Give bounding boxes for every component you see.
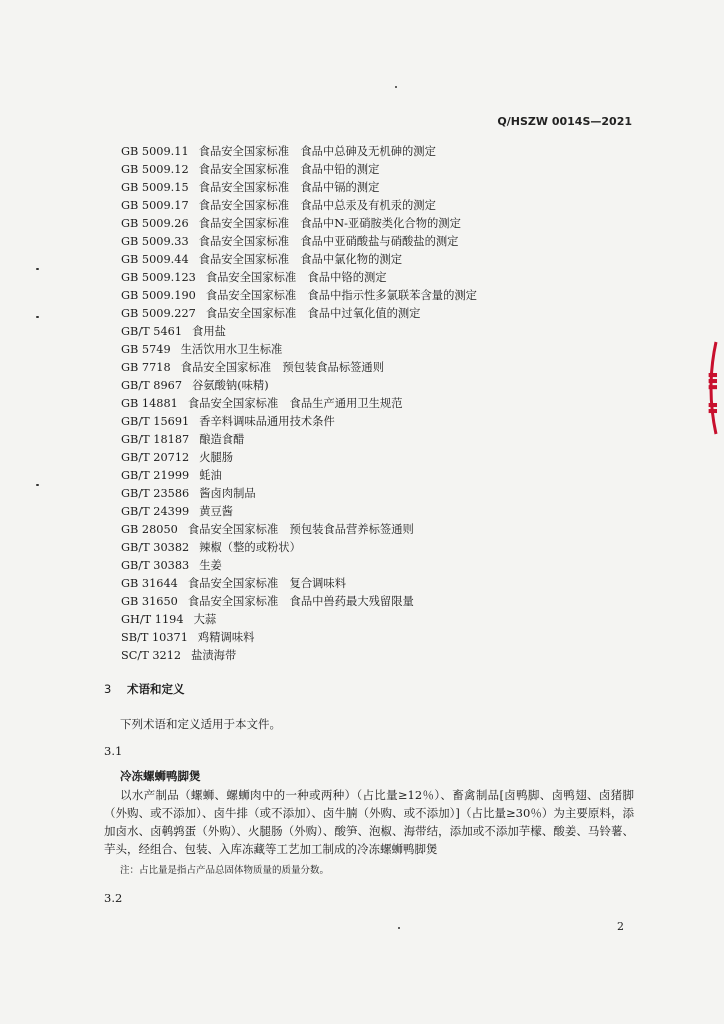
reference-item bbox=[121, 575, 477, 593]
reference-code: GH/T 1194 bbox=[121, 613, 184, 626]
page-number: 2 bbox=[617, 920, 624, 933]
reference-item bbox=[121, 485, 477, 503]
reference-code: GB 31650 bbox=[121, 595, 178, 608]
reference-title: 谷氨酸钠(味精) bbox=[192, 379, 269, 392]
reference-item bbox=[121, 647, 477, 665]
reference-title: 食品安全国家标准 预包装食品营养标签通则 bbox=[187, 523, 414, 536]
reference-title: 食品安全国家标准 预包装食品标签通则 bbox=[180, 361, 385, 374]
reference-code: GB/T 30382 bbox=[121, 541, 190, 554]
reference-title: 食品安全国家标准 食品中兽药最大残留限量 bbox=[187, 595, 414, 608]
reference-code: GB 5009.12 bbox=[121, 163, 189, 176]
reference-title: 食品安全国家标准 食品中亚硝酸盐与硝酸盐的测定 bbox=[198, 235, 459, 248]
reference-item bbox=[121, 215, 477, 233]
reference-title: 辣椒（整的或粉状） bbox=[199, 541, 301, 554]
reference-item bbox=[121, 323, 477, 341]
reference-code: GB 7718 bbox=[121, 361, 171, 374]
reference-code: GB/T 5461 bbox=[121, 325, 183, 338]
scan-speck bbox=[36, 268, 39, 270]
clause-number-3-2: 3.2 bbox=[104, 891, 123, 905]
clause-number-3-1: 3.1 bbox=[104, 744, 123, 758]
reference-title: 食品安全国家标准 食品中总砷及无机砷的测定 bbox=[198, 145, 436, 158]
svg-text:▮▮▮: ▮▮▮ bbox=[707, 372, 720, 391]
scan-speck bbox=[398, 927, 400, 929]
reference-item bbox=[121, 521, 477, 539]
reference-code: GB 5009.15 bbox=[121, 181, 189, 194]
reference-code: SB/T 10371 bbox=[121, 631, 188, 644]
reference-code: GB 5009.123 bbox=[121, 271, 196, 284]
reference-title: 食品安全国家标准 食品中过氧化值的测定 bbox=[205, 307, 421, 320]
reference-title: 生姜 bbox=[199, 559, 222, 572]
reference-title: 食品安全国家标准 食品中N-亚硝胺类化合物的测定 bbox=[198, 217, 461, 230]
reference-item bbox=[121, 629, 477, 647]
section-heading bbox=[104, 681, 184, 697]
reference-code: GB 5009.33 bbox=[121, 235, 189, 248]
reference-item bbox=[121, 233, 477, 251]
reference-item bbox=[121, 305, 477, 323]
reference-title: 食品安全国家标准 食品中氯化物的测定 bbox=[198, 253, 402, 266]
reference-code: GB 5009.17 bbox=[121, 199, 189, 212]
reference-code: GB/T 20712 bbox=[121, 451, 190, 464]
svg-text:▮▮: ▮▮ bbox=[707, 402, 720, 415]
reference-title: 大蒜 bbox=[193, 613, 217, 626]
reference-code: GB 5009.227 bbox=[121, 307, 196, 320]
reference-item bbox=[121, 611, 477, 629]
reference-title: 生活饮用水卫生标准 bbox=[180, 343, 283, 356]
normative-references-list bbox=[121, 143, 477, 665]
reference-code: GB 5749 bbox=[121, 343, 171, 356]
reference-item bbox=[121, 341, 477, 359]
document-code: Q/HSZW 0014S—2021 bbox=[497, 115, 632, 128]
section-intro: 下列术语和定义适用于本文件。 bbox=[120, 717, 281, 731]
reference-code: GB/T 18187 bbox=[121, 433, 190, 446]
section-number: 3 bbox=[104, 682, 112, 696]
reference-title: 食品安全国家标准 复合调味料 bbox=[187, 577, 347, 590]
reference-title: 食品安全国家标准 食品中指示性多氯联苯含量的测定 bbox=[205, 289, 477, 302]
reference-item bbox=[121, 449, 477, 467]
reference-item bbox=[121, 251, 477, 269]
reference-item bbox=[121, 269, 477, 287]
term-title: 冷冻螺蛳鸭脚煲 bbox=[120, 769, 201, 783]
reference-code: GB/T 15691 bbox=[121, 415, 190, 428]
reference-item bbox=[121, 431, 477, 449]
reference-code: GB 5009.190 bbox=[121, 289, 196, 302]
reference-item bbox=[121, 557, 477, 575]
reference-code: GB 14881 bbox=[121, 397, 178, 410]
reference-item bbox=[121, 287, 477, 305]
scan-speck bbox=[395, 86, 397, 88]
reference-item bbox=[121, 161, 477, 179]
reference-code: GB/T 30383 bbox=[121, 559, 190, 572]
reference-item bbox=[121, 179, 477, 197]
reference-item bbox=[121, 143, 477, 161]
red-seal-stamp-edge bbox=[702, 338, 724, 438]
reference-code: GB 5009.26 bbox=[121, 217, 189, 230]
scan-speck bbox=[36, 316, 39, 318]
reference-item bbox=[121, 377, 477, 395]
reference-code: GB/T 21999 bbox=[121, 469, 190, 482]
section-title: 术语和定义 bbox=[126, 682, 185, 696]
reference-title: 黄豆酱 bbox=[199, 505, 234, 518]
reference-item bbox=[121, 413, 477, 431]
reference-title: 食品安全国家标准 食品中总汞及有机汞的测定 bbox=[198, 199, 436, 212]
reference-item bbox=[121, 467, 477, 485]
reference-title: 香辛料调味品通用技术条件 bbox=[199, 415, 335, 428]
reference-item bbox=[121, 539, 477, 557]
reference-item bbox=[121, 359, 477, 377]
reference-code: GB 5009.11 bbox=[121, 145, 189, 158]
reference-title: 蚝油 bbox=[199, 469, 222, 482]
reference-code: GB/T 8967 bbox=[121, 379, 183, 392]
reference-title: 食品安全国家标准 食品中镉的测定 bbox=[198, 181, 380, 194]
term-definition: 以水产制品（螺蛳、螺蛳肉中的一种或两种）（占比量≥12％）、畜禽制品[卤鸭脚、卤鸭翅、卤猪脚（外购、或不添加）、卤牛排（或不添加）、卤牛腩（外购、或不添加）]（占比量≥30％）为主要原料，添加卤水、卤鹌鹑蛋（外购）、火腿肠（外购）、酸笋、泡椒、海带结，添加或不添加芋檬、酸姜、马铃薯、芋头，经组合、包装、入库冻藏等工艺加工制成的冷冻螺蛳鸭脚煲 bbox=[104, 788, 634, 856]
reference-code: SC/T 3212 bbox=[121, 649, 182, 662]
reference-title: 盐渍海带 bbox=[191, 649, 237, 662]
reference-item bbox=[121, 593, 477, 611]
reference-title: 酿造食醋 bbox=[199, 433, 245, 446]
reference-code: GB/T 24399 bbox=[121, 505, 190, 518]
reference-title: 酱卤肉制品 bbox=[199, 487, 256, 500]
reference-item bbox=[121, 503, 477, 521]
reference-title: 食品安全国家标准 食品中铬的测定 bbox=[205, 271, 387, 284]
reference-title: 食用盐 bbox=[192, 325, 226, 338]
scan-speck bbox=[36, 484, 39, 486]
reference-title: 火腿肠 bbox=[199, 451, 234, 464]
reference-code: GB 5009.44 bbox=[121, 253, 189, 266]
reference-code: GB 28050 bbox=[121, 523, 178, 536]
reference-title: 鸡精调味料 bbox=[197, 631, 255, 644]
reference-item bbox=[121, 197, 477, 215]
reference-code: GB 31644 bbox=[121, 577, 178, 590]
reference-code: GB/T 23586 bbox=[121, 487, 190, 500]
reference-title: 食品安全国家标准 食品中铅的测定 bbox=[198, 163, 380, 176]
reference-item bbox=[121, 395, 477, 413]
term-note: 注：占比量是指占产品总固体物质量的质量分数。 bbox=[120, 865, 330, 876]
reference-title: 食品安全国家标准 食品生产通用卫生规范 bbox=[187, 397, 403, 410]
